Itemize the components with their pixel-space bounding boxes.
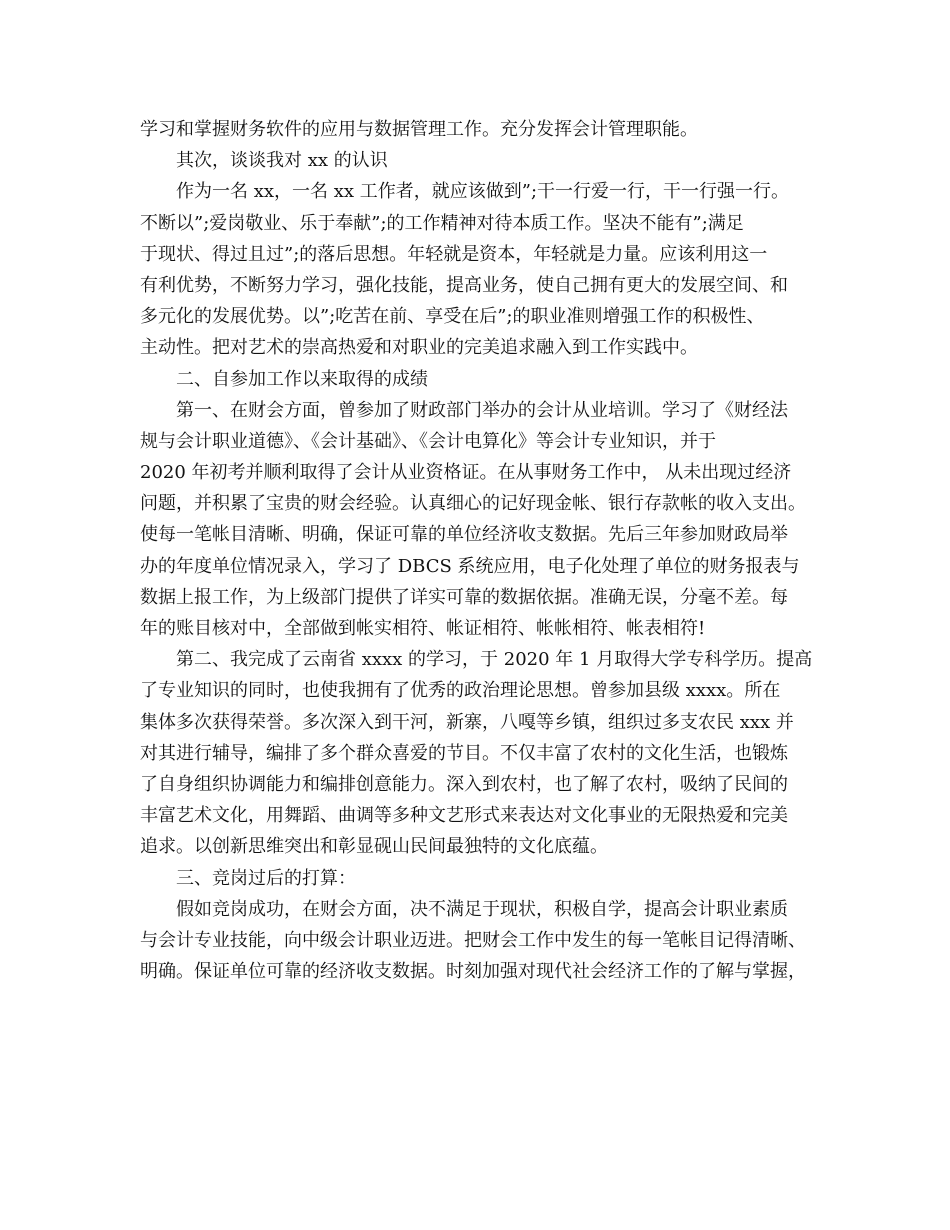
text-line: 2020 年初考并顺利取得了会计从业资格证。在从事财务工作中， 从未出现过经济 xyxy=(140,462,792,484)
text-line: 不断以”;爱岗敬业、乐于奉献”;的工作精神对待本质工作。坚决不能有”;满足 xyxy=(140,212,744,234)
document-body xyxy=(140,114,830,987)
text-line: 了自身组织协调能力和编排创意能力。深入到农村，也了解了农村，吸纳了民间的 xyxy=(140,773,788,795)
text-line: 与会计专业技能，向中级会计职业迈进。把财会工作中发生的每一笔帐目记得清晰、 xyxy=(140,929,806,951)
text-line: 第二、我完成了云南省 xxxx 的学习，于 2020 年 1 月取得大学专科学历。提高 xyxy=(176,649,813,671)
text-line: 问题，并积累了宝贵的财会经验。认真细心的记好现金帐、银行存款帐的收入支出。 xyxy=(140,493,806,515)
text-line: 三、竞岗过后的打算： xyxy=(176,867,356,889)
text-line: 集体多次获得荣誉。多次深入到干河，新寨，八嘎等乡镇，组织过多支农民 xxx 并 xyxy=(140,711,794,733)
text-line: 多元化的发展优势。以”;吃苦在前、享受在后”;的职业准则增强工作的积极性、 xyxy=(140,306,765,328)
text-line: 主动性。把对艺术的崇高热爱和对职业的完美追求融入到工作实践中。 xyxy=(140,337,698,359)
text-line: 假如竞岗成功，在财会方面，决不满足于现状，积极自学，提高会计职业素质 xyxy=(176,898,788,920)
text-line: 学习和掌握财务软件的应用与数据管理工作。充分发挥会计管理职能。 xyxy=(140,119,698,140)
text-line: 追求。以创新思维突出和彰显砚山民间最独特的文化底蕴。 xyxy=(140,836,608,858)
text-line: 了专业知识的同时，也使我拥有了优秀的政治理论思想。曾参加县级 xxxx。所在 xyxy=(140,680,781,702)
text-line: 第一、在财会方面，曾参加了财政部门举办的会计从业培训。学习了《财经法 xyxy=(176,399,788,421)
text-line: 丰富艺术文化，用舞蹈、曲调等多种文艺形式来表达对文化事业的无限热爱和完美 xyxy=(140,805,788,827)
text-line: 办的年度单位情况录入，学习了 DBCS 系统应用，电子化处理了单位的财务报表与 xyxy=(140,555,800,577)
text-line: 年的账目核对中，全部做到帐实相符、帐证相符、帐帐相符、帐表相符! xyxy=(140,618,706,639)
text-line: 使每一笔帐目清晰、明确，保证可靠的单位经济收支数据。先后三年参加财政局举 xyxy=(140,524,788,546)
text-line: 对其进行辅导，编排了多个群众喜爱的节目。不仅丰富了农村的文化生活，也锻炼 xyxy=(140,742,788,764)
text-line: 有利优势，不断努力学习，强化技能，提高业务，使自己拥有更大的发展空间、和 xyxy=(140,274,788,296)
text-line: 作为一名 xx，一名 xx 工作者，就应该做到”;干一行爱一行，干一行强一行。 xyxy=(176,181,790,203)
text-line: 数据上报工作，为上级部门提供了详实可靠的数据依据。准确无误，分毫不差。每 xyxy=(140,586,788,608)
text-line: 明确。保证单位可靠的经济收支数据。时刻加强对现代社会经济工作的了解与掌握， xyxy=(140,961,806,983)
text-line: 其次，谈谈我对 xx 的认识 xyxy=(176,150,388,172)
text-line: 二、自参加工作以来取得的成绩 xyxy=(176,368,428,390)
text-line: 于现状、得过且过”;的落后思想。年轻就是资本，年轻就是力量。应该利用这一 xyxy=(140,243,768,265)
text-line: 规与会计职业道德》、《会计基础》、《会计电算化》等会计专业知识，并于 xyxy=(140,430,716,452)
